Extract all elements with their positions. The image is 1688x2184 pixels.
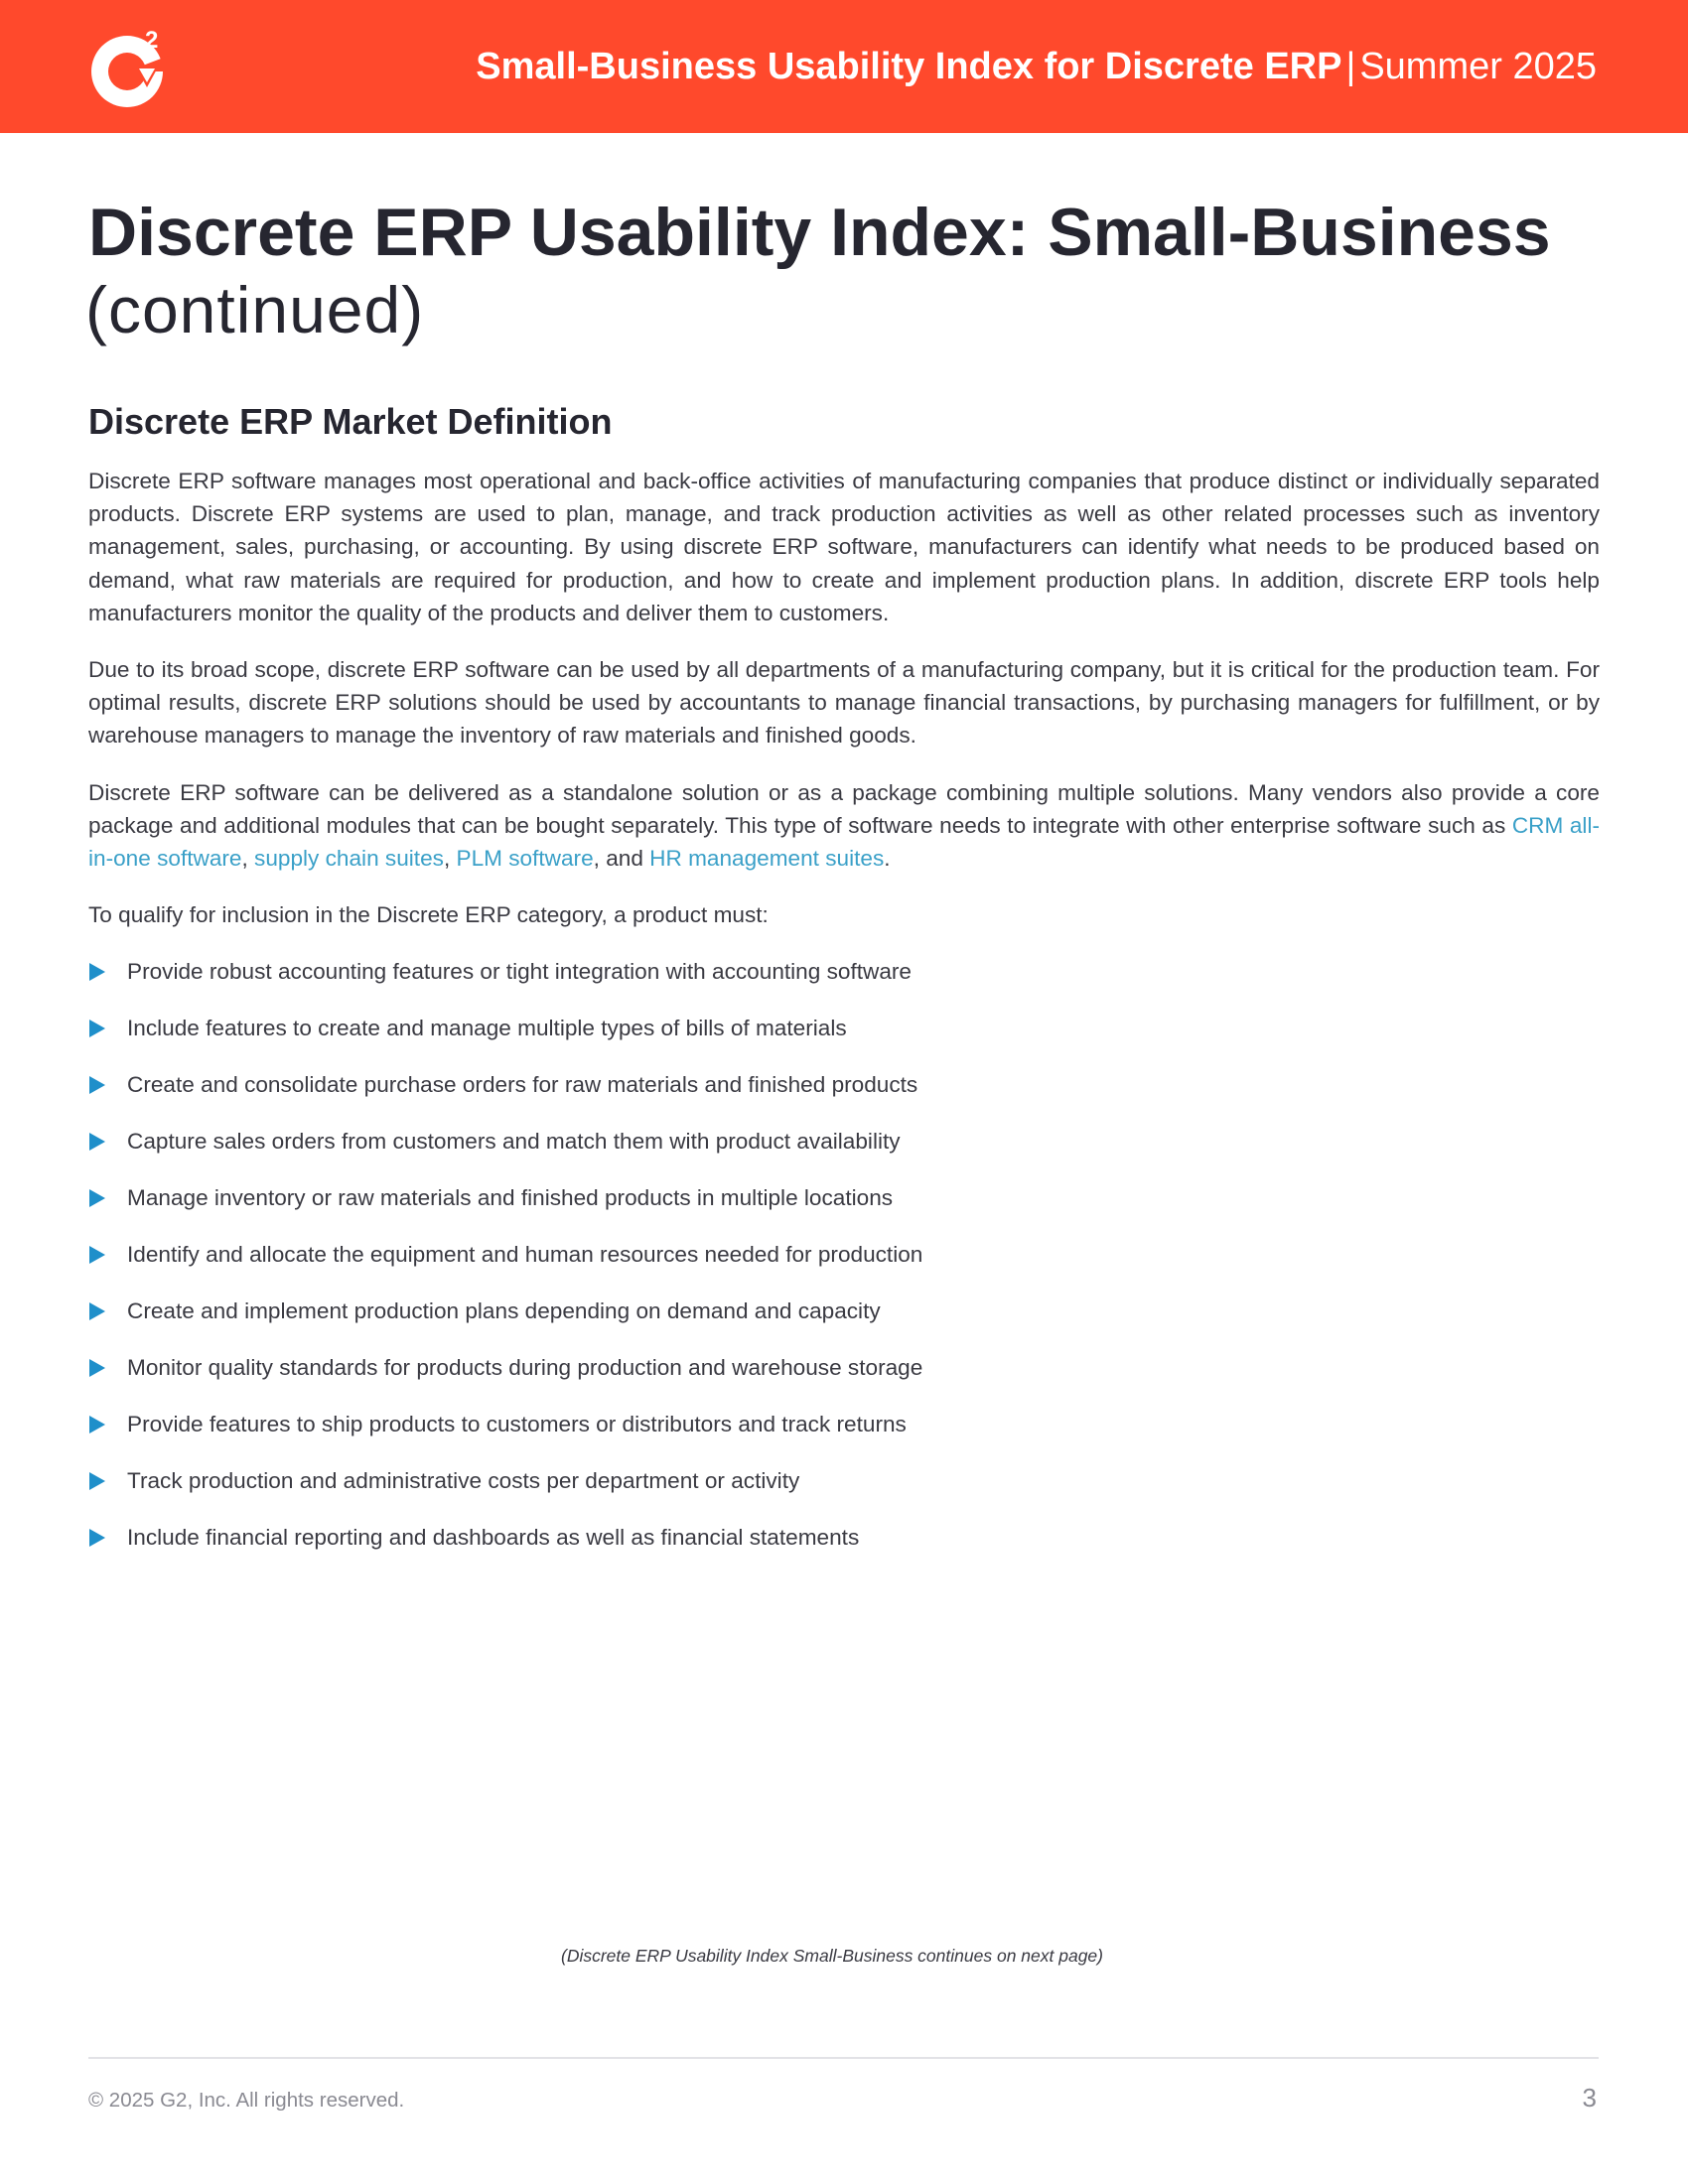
link-hr-management-suites[interactable]: HR management suites — [649, 846, 885, 872]
bullet-triangle-icon — [89, 1472, 105, 1490]
link-supply-chain-suites[interactable]: supply chain suites — [254, 846, 444, 872]
list-item — [88, 1351, 1600, 1408]
criterion-text: Identify and allocate the equipment and human resources needed for production — [127, 1242, 923, 1268]
bullet-triangle-icon — [89, 1529, 105, 1547]
continues-note: (Discrete ERP Usability Index Small-Business continues on next page) — [561, 1946, 1103, 1966]
report-title — [476, 40, 1597, 93]
list-item — [88, 955, 1600, 1012]
bullet-triangle-icon — [89, 1189, 105, 1207]
footer-divider — [88, 2057, 1599, 2059]
section-heading: Discrete ERP Market Definition — [88, 401, 613, 442]
list-item — [88, 1464, 1600, 1521]
bullet-triangle-icon — [89, 1020, 105, 1037]
market-definition-body — [88, 465, 1600, 1577]
list-item — [88, 1068, 1600, 1125]
criterion-text: Provide robust accounting features or tight integration with accounting software — [127, 959, 912, 985]
g2-logo-icon — [89, 26, 173, 109]
report-season: Summer 2025 — [1359, 46, 1597, 87]
paragraph-scope: Due to its broad scope, discrete ERP software can be used by all departments of a manufacturing company, but it is critical for the production team. For optimal results, discrete ERP solutions should be used by accountants to manage financial transactions, by purchasing managers for fulfillment, or by warehouse managers to manage the inventory of raw materials and finished goods. — [88, 657, 1600, 749]
list-item — [88, 1125, 1600, 1181]
bullet-triangle-icon — [89, 1416, 105, 1433]
page-title: Discrete ERP Usability Index: Small-Business — [88, 195, 1551, 270]
paragraph-overview: Discrete ERP software manages most operational and back-office activities of manufacturing companies that produce distinct or individually separated products. Discrete ERP systems are used to plan, manage, and track production activities as well as other related processes such as inventory management, sales, purchasing, or accounting. By using discrete ERP software, manufacturers can identify what needs to be produced based on demand, what raw materials are required for production, and how to create and implement production plans. In addition, discrete ERP tools help manufacturers monitor the quality of the products and deliver them to customers. — [88, 469, 1600, 625]
list-item — [88, 1238, 1600, 1295]
link-separator: , — [241, 846, 255, 872]
copyright-notice: © 2025 G2, Inc. All rights reserved. — [88, 2089, 405, 2112]
bullet-triangle-icon — [89, 1246, 105, 1264]
bullet-triangle-icon — [89, 1133, 105, 1151]
paragraph-end: . — [884, 846, 891, 872]
page-header — [0, 0, 1688, 133]
list-item — [88, 1012, 1600, 1068]
qualify-intro: To qualify for inclusion in the Discrete ERP category, a product must: — [88, 902, 769, 928]
list-item — [88, 1295, 1600, 1351]
link-plm-software[interactable]: PLM software — [456, 846, 594, 872]
list-item — [88, 1521, 1600, 1577]
paragraph-delivery — [88, 776, 1600, 876]
list-item — [88, 1408, 1600, 1464]
bullet-triangle-icon — [89, 1076, 105, 1094]
report-title-main: Small-Business Usability Index for Discrete ERP — [476, 46, 1342, 87]
page-subtitle: (continued) — [85, 273, 425, 346]
criterion-text: Create and consolidate purchase orders for raw materials and finished products — [127, 1072, 918, 1098]
bullet-triangle-icon — [89, 1302, 105, 1320]
paragraph-delivery-text: Discrete ERP software can be delivered as a standalone solution or as a package combining multiple solutions. Many vendors also provide a core package and additional modules that can be bought separately. This type of software needs to integrate with other enterprise software such as — [88, 779, 1600, 838]
criterion-text: Provide features to ship products to customers or distributors and track returns — [127, 1412, 907, 1437]
criterion-text: Monitor quality standards for products during production and warehouse storage — [127, 1355, 923, 1381]
criterion-text: Track production and administrative costs per department or activity — [127, 1468, 800, 1494]
title-separator: | — [1345, 46, 1356, 87]
bullet-triangle-icon — [89, 1359, 105, 1377]
bullet-triangle-icon — [89, 963, 105, 981]
criterion-text: Include features to create and manage multiple types of bills of materials — [127, 1016, 847, 1041]
criterion-text: Capture sales orders from customers and match them with product availability — [127, 1129, 901, 1155]
criterion-text: Manage inventory or raw materials and finished products in multiple locations — [127, 1185, 894, 1211]
page-number: 3 — [1582, 2083, 1597, 2113]
link-separator: , and — [593, 846, 650, 872]
qualification-criteria-list — [88, 955, 1600, 1577]
link-separator: , — [443, 846, 457, 872]
link-crm-all-in-one-software[interactable]: CRM all-in-one software — [88, 812, 1600, 872]
criterion-text: Create and implement production plans depending on demand and capacity — [127, 1298, 881, 1324]
list-item — [88, 1181, 1600, 1238]
svg-text:2: 2 — [145, 27, 159, 54]
criterion-text: Include financial reporting and dashboards as well as financial statements — [127, 1525, 860, 1551]
